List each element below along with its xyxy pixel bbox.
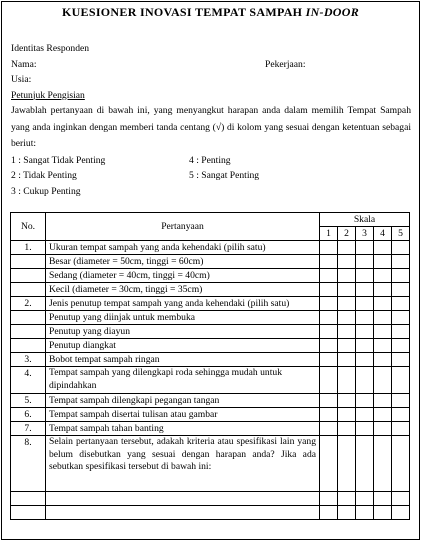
row-question: Penutup yang diayun: [46, 325, 320, 339]
scale-checkbox-cell[interactable]: [356, 311, 374, 325]
blank-no-cell: [11, 506, 46, 520]
row-question: Kecil (diameter = 30cm, tinggi = 35cm): [46, 283, 320, 297]
row-question: Selain pertanyaan tersebut, adakah kriteria atau spesifikasi lain yang belum disebutkan yang sesuai dengan harapan anda? Jika ada sebutkan spesifikasi tersebut di bawah ini:: [46, 436, 320, 492]
table-row: [11, 255, 410, 269]
scale-col-3: 3: [356, 227, 374, 241]
scale-checkbox-cell[interactable]: [392, 255, 410, 269]
scale-legend: [11, 153, 411, 200]
scale-checkbox-cell[interactable]: [392, 311, 410, 325]
scale-checkbox-cell[interactable]: [338, 297, 356, 311]
scale-checkbox-cell[interactable]: [374, 339, 392, 353]
scale-checkbox-cell[interactable]: [392, 297, 410, 311]
scale-checkbox-cell[interactable]: [320, 506, 338, 520]
scale-checkbox-cell[interactable]: [338, 283, 356, 297]
scale-checkbox-cell[interactable]: [374, 311, 392, 325]
scale-checkbox-cell[interactable]: [356, 436, 374, 492]
scale-checkbox-cell[interactable]: [320, 492, 338, 506]
page-title: [2, 5, 419, 20]
scale-checkbox-cell[interactable]: [338, 325, 356, 339]
scale-checkbox-cell[interactable]: [374, 353, 392, 367]
scale-checkbox-cell[interactable]: [338, 422, 356, 436]
scale-checkbox-cell[interactable]: [374, 367, 392, 394]
scale-checkbox-cell[interactable]: [374, 506, 392, 520]
scale-checkbox-cell[interactable]: [374, 436, 392, 492]
table-row: [11, 297, 410, 311]
scale-checkbox-cell[interactable]: [338, 436, 356, 492]
scale-checkbox-cell[interactable]: [320, 394, 338, 408]
identity-name-row: [11, 57, 411, 73]
name-field[interactable]: Nama:: [11, 58, 37, 70]
table-row: [11, 325, 410, 339]
table-row: [11, 436, 410, 492]
scale-checkbox-cell[interactable]: [320, 241, 338, 255]
instructions-heading: Petunjuk Pengisian: [11, 89, 85, 101]
scale-checkbox-cell[interactable]: [356, 255, 374, 269]
legend-item: 2 : Tidak Penting: [11, 170, 77, 181]
scale-checkbox-cell[interactable]: [338, 394, 356, 408]
table-row: [11, 353, 410, 367]
blank-answer-cell[interactable]: [46, 492, 320, 506]
scale-checkbox-cell[interactable]: [392, 339, 410, 353]
blank-answer-cell[interactable]: [46, 506, 320, 520]
table-row: [11, 311, 410, 325]
row-question: Tempat sampah yang dilengkapi roda sehingga mudah untuk dipindahkan: [46, 367, 320, 394]
scale-checkbox-cell[interactable]: [320, 353, 338, 367]
scale-checkbox-cell[interactable]: [374, 283, 392, 297]
row-number: 4.: [11, 367, 46, 394]
scale-checkbox-cell[interactable]: [374, 394, 392, 408]
scale-checkbox-cell[interactable]: [320, 297, 338, 311]
row-question: Penutup yang diinjak untuk membuka: [46, 311, 320, 325]
questionnaire-table: [10, 212, 410, 520]
legend-item: 4 : Penting: [189, 154, 231, 166]
job-field[interactable]: Pekerjaan:: [265, 58, 306, 70]
table-row: [11, 283, 410, 297]
scale-checkbox-cell[interactable]: [356, 339, 374, 353]
row-number: 2.: [11, 297, 46, 311]
row-number: [11, 283, 46, 297]
scale-checkbox-cell[interactable]: [392, 367, 410, 394]
legend-item: 3 : Cukup Penting: [11, 185, 81, 197]
scale-checkbox-cell[interactable]: [392, 436, 410, 492]
legend-item: 1 : Sangat Tidak Penting: [11, 154, 106, 166]
legend-item: 5 : Sangat Penting: [189, 170, 260, 181]
scale-checkbox-cell[interactable]: [356, 325, 374, 339]
scale-checkbox-cell[interactable]: [320, 367, 338, 394]
row-number: 7.: [11, 422, 46, 436]
scale-checkbox-cell[interactable]: [356, 422, 374, 436]
row-number: 1.: [11, 241, 46, 255]
row-question: Tempat sampah dilengkapi pegangan tangan: [46, 394, 320, 408]
scale-checkbox-cell[interactable]: [356, 297, 374, 311]
questionnaire-page: [1, 1, 420, 540]
scale-checkbox-cell[interactable]: [320, 311, 338, 325]
scale-checkbox-cell[interactable]: [392, 325, 410, 339]
scale-checkbox-cell[interactable]: [338, 255, 356, 269]
header-scale: Skala: [320, 213, 410, 227]
row-number: [11, 269, 46, 283]
scale-checkbox-cell[interactable]: [374, 492, 392, 506]
table-row: [11, 394, 410, 408]
scale-checkbox-cell[interactable]: [338, 311, 356, 325]
row-number: 5.: [11, 394, 46, 408]
scale-checkbox-cell[interactable]: [392, 394, 410, 408]
table-row: [11, 408, 410, 422]
row-number: 6.: [11, 408, 46, 422]
scale-checkbox-cell[interactable]: [392, 283, 410, 297]
scale-checkbox-cell[interactable]: [392, 241, 410, 255]
scale-checkbox-cell[interactable]: [320, 255, 338, 269]
row-number: [11, 255, 46, 269]
instructions-text: Jawablah pertanyaan di bawah ini, yang menyangkut harapan anda dalam memilih Tempat Sampah yang anda inginkan dengan memberi tanda centang (√) di kolom yang sesuai dengan ketentuan sebagai beriut:: [11, 105, 411, 149]
scale-checkbox-cell[interactable]: [320, 436, 338, 492]
row-number: [11, 325, 46, 339]
row-question: Tempat sampah disertai tulisan atau gambar: [46, 408, 320, 422]
scale-checkbox-cell[interactable]: [374, 269, 392, 283]
scale-checkbox-cell[interactable]: [356, 506, 374, 520]
scale-checkbox-cell[interactable]: [392, 506, 410, 520]
scale-checkbox-cell[interactable]: [356, 269, 374, 283]
scale-checkbox-cell[interactable]: [374, 325, 392, 339]
scale-checkbox-cell[interactable]: [374, 255, 392, 269]
scale-checkbox-cell[interactable]: [356, 283, 374, 297]
row-number: 3.: [11, 353, 46, 367]
scale-checkbox-cell[interactable]: [338, 367, 356, 394]
table-row: [11, 367, 410, 394]
scale-checkbox-cell[interactable]: [338, 339, 356, 353]
scale-checkbox-cell[interactable]: [320, 269, 338, 283]
scale-checkbox-cell[interactable]: [338, 408, 356, 422]
scale-checkbox-cell[interactable]: [392, 269, 410, 283]
scale-checkbox-cell[interactable]: [356, 241, 374, 255]
scale-checkbox-cell[interactable]: [356, 492, 374, 506]
scale-checkbox-cell[interactable]: [392, 353, 410, 367]
scale-checkbox-cell[interactable]: [392, 422, 410, 436]
scale-col-2: 2: [338, 227, 356, 241]
scale-col-4: 4: [374, 227, 392, 241]
table-row: [11, 422, 410, 436]
scale-checkbox-cell[interactable]: [356, 394, 374, 408]
row-number: [11, 339, 46, 353]
row-number: 8.: [11, 436, 46, 492]
age-field[interactable]: Usia:: [11, 74, 32, 85]
scale-checkbox-cell[interactable]: [338, 269, 356, 283]
row-question: Jenis penutup tempat sampah yang anda kehendaki (pilih satu): [46, 297, 320, 311]
scale-checkbox-cell[interactable]: [320, 422, 338, 436]
table-row: [11, 269, 410, 283]
identity-heading: Identitas Responden: [11, 43, 90, 54]
header-no: No.: [11, 213, 46, 241]
title-italic: IN-DOOR: [305, 5, 360, 19]
scale-checkbox-cell[interactable]: [320, 339, 338, 353]
title-text: KUESIONER INOVASI TEMPAT SAMPAH: [61, 5, 306, 19]
table-row: [11, 339, 410, 353]
row-question: Bobot tempat sampah ringan: [46, 353, 320, 367]
row-question: Sedang (diameter = 40cm, tinggi = 40cm): [46, 269, 320, 283]
scale-checkbox-cell[interactable]: [338, 353, 356, 367]
blank-answer-row[interactable]: [11, 506, 410, 520]
scale-checkbox-cell[interactable]: [392, 492, 410, 506]
scale-checkbox-cell[interactable]: [356, 408, 374, 422]
row-question: Penutup diangkat: [46, 339, 320, 353]
row-number: [11, 311, 46, 325]
row-question: Ukuran tempat sampah yang anda kehendaki (pilih satu): [46, 241, 320, 255]
scale-checkbox-cell[interactable]: [392, 408, 410, 422]
blank-answer-row[interactable]: [11, 492, 410, 506]
scale-checkbox-cell[interactable]: [374, 408, 392, 422]
blank-no-cell: [11, 492, 46, 506]
scale-checkbox-cell[interactable]: [338, 241, 356, 255]
scale-checkbox-cell[interactable]: [320, 283, 338, 297]
row-question: Tempat sampah tahan banting: [46, 422, 320, 436]
scale-checkbox-cell[interactable]: [338, 506, 356, 520]
header-question: Pertanyaan: [46, 213, 320, 241]
scale-checkbox-cell[interactable]: [320, 408, 338, 422]
scale-checkbox-cell[interactable]: [374, 241, 392, 255]
scale-checkbox-cell[interactable]: [374, 422, 392, 436]
scale-col-1: 1: [320, 227, 338, 241]
scale-checkbox-cell[interactable]: [374, 297, 392, 311]
scale-checkbox-cell[interactable]: [320, 325, 338, 339]
scale-col-5: 5: [392, 227, 410, 241]
scale-checkbox-cell[interactable]: [356, 367, 374, 394]
table-row: [11, 241, 410, 255]
row-question: Besar (diameter = 50cm, tinggi = 60cm): [46, 255, 320, 269]
table-body: [11, 241, 410, 520]
scale-checkbox-cell[interactable]: [356, 353, 374, 367]
scale-checkbox-cell[interactable]: [338, 492, 356, 506]
